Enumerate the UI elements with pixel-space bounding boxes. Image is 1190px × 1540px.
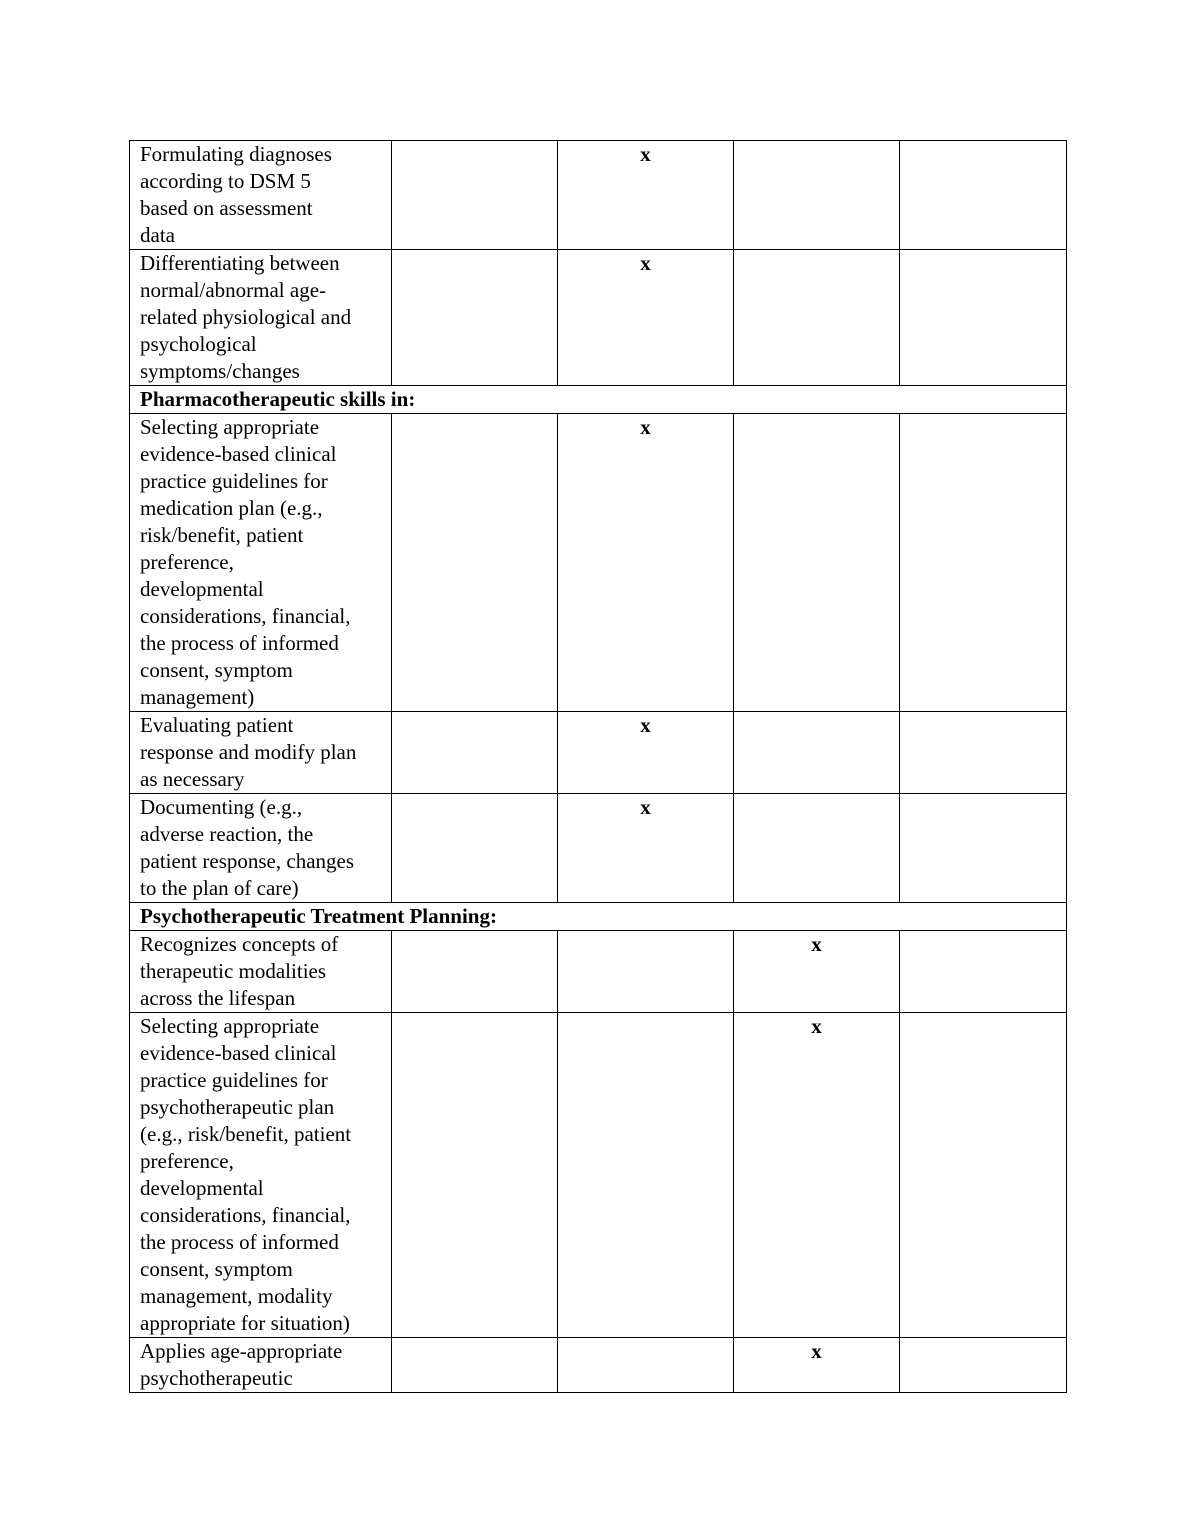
rating-cell: [558, 1013, 734, 1338]
table-row: [130, 931, 1067, 1013]
rating-cell: x: [558, 712, 734, 794]
rating-cell: [392, 414, 558, 712]
rating-cell: x: [558, 141, 734, 250]
section-row: [130, 386, 1067, 414]
table-row: [130, 1013, 1067, 1338]
rating-cell: [900, 712, 1067, 794]
rating-cell: [900, 141, 1067, 250]
rating-cell: [392, 794, 558, 903]
section-heading-psychotherapeutic: Psychotherapeutic Treatment Planning:: [130, 903, 1067, 931]
table-row: [130, 1338, 1067, 1393]
skill-cell: Selecting appropriate evidence-based clinical practice guidelines for medication plan (e.g., risk/benefit, patient preference, developmental considerations, financial, the process of informed consent, symptom management): [130, 414, 392, 712]
skill-cell: Formulating diagnoses according to DSM 5 based on assessment data: [130, 141, 392, 250]
rating-cell: [900, 931, 1067, 1013]
rating-cell: [900, 794, 1067, 903]
rating-cell: [392, 931, 558, 1013]
rating-cell: [734, 794, 900, 903]
rating-cell: x: [558, 250, 734, 386]
table-row: [130, 250, 1067, 386]
competency-table: [129, 140, 1067, 1393]
rating-cell: [900, 414, 1067, 712]
section-heading-pharmacotherapeutic: Pharmacotherapeutic skills in:: [130, 386, 1067, 414]
skill-cell: Differentiating between normal/abnormal age- related physiological and psychological symptoms/changes: [130, 250, 392, 386]
table-row: [130, 141, 1067, 250]
rating-cell: [558, 931, 734, 1013]
skill-cell: Recognizes concepts of therapeutic modalities across the lifespan: [130, 931, 392, 1013]
skill-cell: Evaluating patient response and modify plan as necessary: [130, 712, 392, 794]
rating-cell: [734, 141, 900, 250]
table-row: [130, 794, 1067, 903]
rating-cell: [392, 1013, 558, 1338]
section-row: [130, 903, 1067, 931]
rating-cell: x: [734, 1338, 900, 1393]
rating-cell: x: [734, 1013, 900, 1338]
skill-cell: Selecting appropriate evidence-based clinical practice guidelines for psychotherapeutic plan (e.g., risk/benefit, patient preference, developmental considerations, financial, the process of informed consent, symptom management, modality appropriate for situation): [130, 1013, 392, 1338]
rating-cell: x: [734, 931, 900, 1013]
rating-cell: [900, 1013, 1067, 1338]
rating-cell: x: [558, 794, 734, 903]
rating-cell: [392, 712, 558, 794]
rating-cell: [392, 141, 558, 250]
rating-cell: [392, 1338, 558, 1393]
table-row: [130, 414, 1067, 712]
rating-cell: [734, 250, 900, 386]
rating-cell: x: [558, 414, 734, 712]
rating-cell: [734, 414, 900, 712]
rating-cell: [900, 1338, 1067, 1393]
rating-cell: [558, 1338, 734, 1393]
document-page: [129, 140, 1066, 1393]
table-row: [130, 712, 1067, 794]
skill-cell: Documenting (e.g., adverse reaction, the patient response, changes to the plan of care): [130, 794, 392, 903]
rating-cell: [900, 250, 1067, 386]
rating-cell: [392, 250, 558, 386]
rating-cell: [734, 712, 900, 794]
skill-cell: Applies age-appropriate psychotherapeutic: [130, 1338, 392, 1393]
